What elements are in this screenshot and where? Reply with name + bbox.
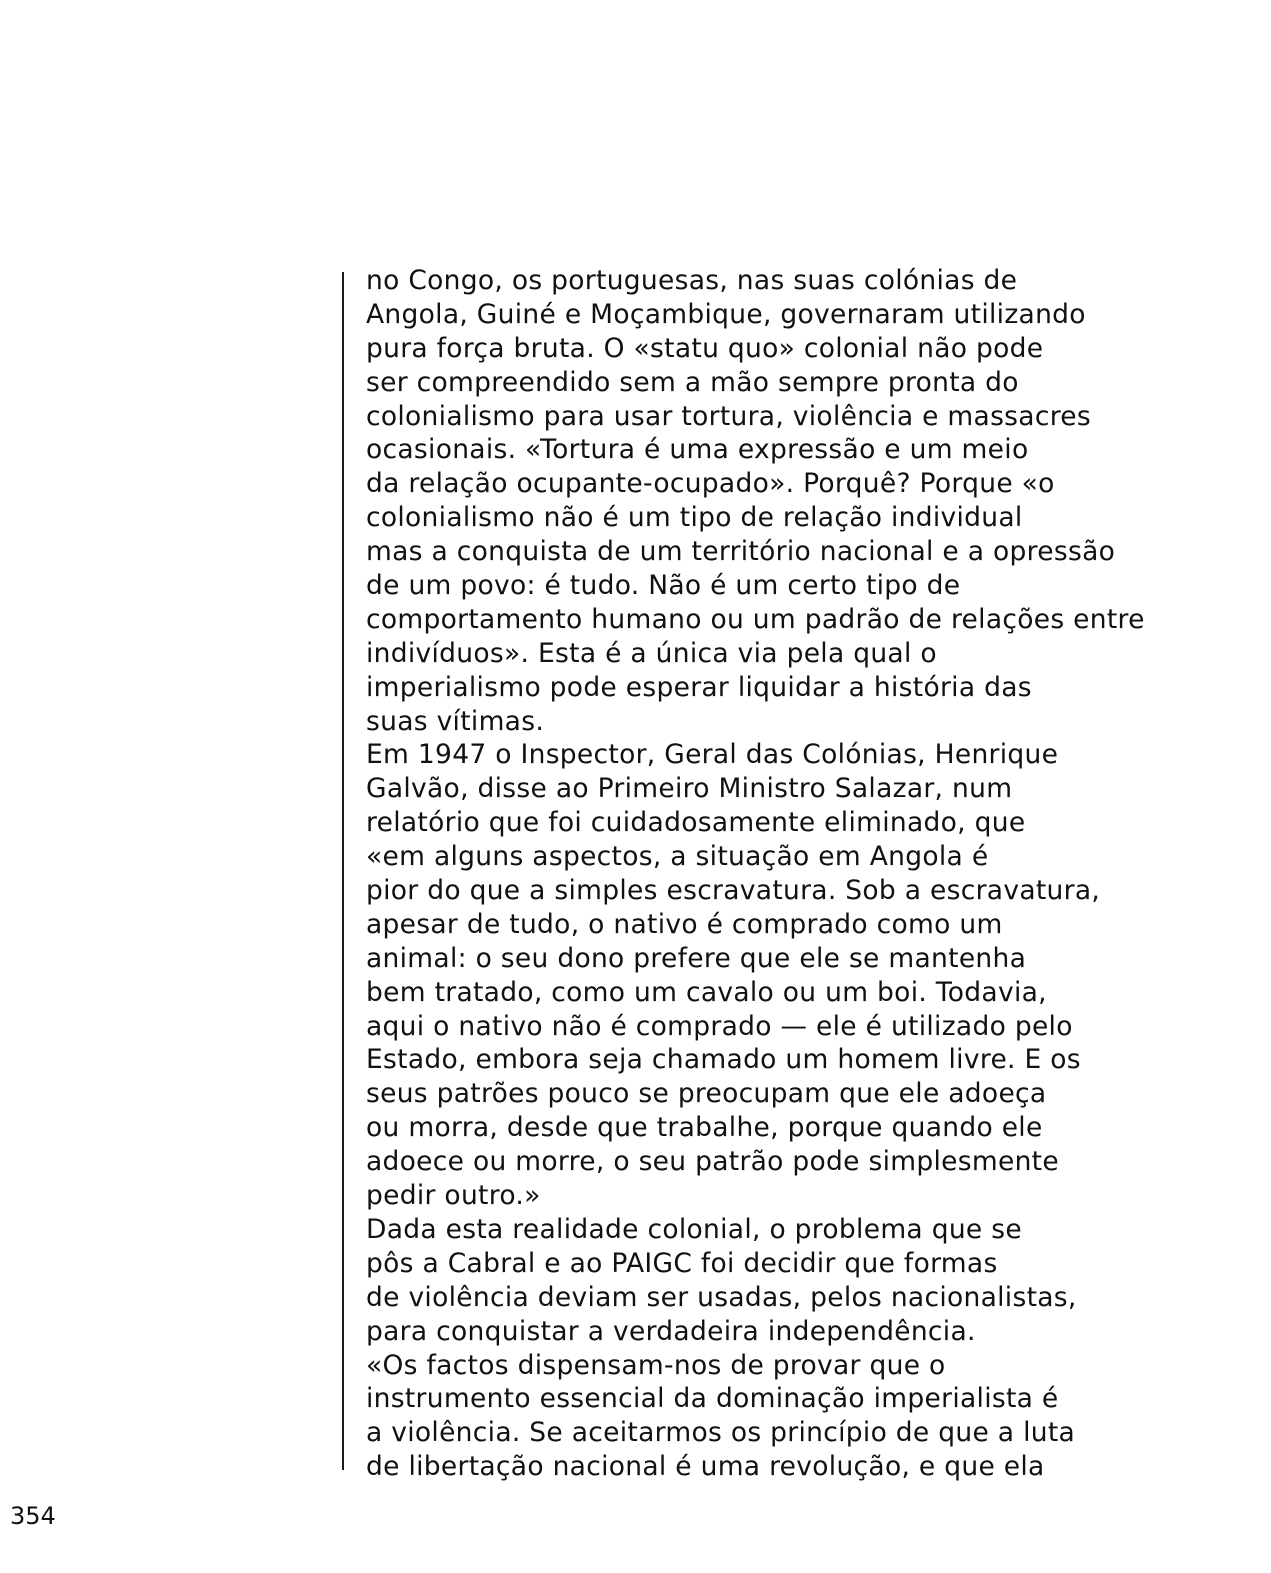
- text-line: a violência. Se aceitarmos os princípio de que a luta: [366, 1417, 1076, 1449]
- text-line: bem tratado, como um cavalo ou um boi. Todavia,: [366, 976, 1047, 1008]
- text-line: Galvão, disse ao Primeiro Ministro Salazar, num: [366, 773, 1013, 805]
- text-line: Estado, embora seja chamado um homem livre. E os: [366, 1044, 1081, 1076]
- text-line: ocasionais. «Tortura é uma expressão e um meio: [366, 434, 1029, 466]
- text-line: Angola, Guiné e Moçambique, governaram utilizando: [366, 298, 1086, 330]
- text-line: imperialismo pode esperar liquidar a história das: [366, 671, 1032, 703]
- text-line: instrumento essencial da dominação imperialista é: [366, 1383, 1059, 1415]
- text-line: pedir outro.»: [366, 1180, 541, 1212]
- text-line: ser compreendido sem a mão sempre pronta do: [366, 366, 1019, 398]
- text-line: de um povo: é tudo. Não é um certo tipo de: [366, 570, 961, 602]
- text-line: adoece ou morre, o seu patrão pode simplesmente: [366, 1146, 1059, 1178]
- text-line: de violência deviam ser usadas, pelos nacionalistas,: [366, 1281, 1077, 1313]
- body-text: [366, 264, 1266, 1484]
- text-line: pura força bruta. O «statu quo» colonial não pode: [366, 332, 1044, 364]
- text-line: indivíduos». Esta é a única via pela qual o: [366, 637, 937, 669]
- text-line: para conquistar a verdadeira independência.: [366, 1315, 976, 1347]
- text-line: pôs a Cabral e ao PAIGC foi decidir que formas: [366, 1247, 998, 1279]
- text-line: suas vítimas.: [366, 705, 545, 737]
- text-line: de libertação nacional é uma revolução, e que ela: [366, 1451, 1045, 1483]
- text-line: «em alguns aspectos, a situação em Angola é: [366, 841, 989, 873]
- text-line: mas a conquista de um território nacional e a opressão: [366, 536, 1116, 568]
- text-line: «Os factos dispensam-nos de provar que o: [366, 1349, 946, 1381]
- text-line: pior do que a simples escravatura. Sob a escravatura,: [366, 875, 1101, 907]
- text-line: colonialismo não é um tipo de relação individual: [366, 502, 1023, 534]
- margin-rule: [342, 272, 344, 1470]
- text-line: Dada esta realidade colonial, o problema que se: [366, 1213, 1022, 1245]
- text-line: animal: o seu dono prefere que ele se mantenha: [366, 942, 1027, 974]
- text-line: aqui o nativo não é comprado — ele é utilizado pelo: [366, 1010, 1073, 1042]
- text-line: comportamento humano ou um padrão de relações entre: [366, 603, 1145, 635]
- text-line: apesar de tudo, o nativo é comprado como um: [366, 908, 1003, 940]
- text-line: Em 1947 o Inspector, Geral das Colónias, Henrique: [366, 739, 1059, 771]
- text-line: seus patrões pouco se preocupam que ele adoeça: [366, 1078, 1047, 1110]
- text-line: ou morra, desde que trabalhe, porque quando ele: [366, 1112, 1043, 1144]
- text-line: da relação ocupante-ocupado». Porquê? Porque «o: [366, 468, 1055, 500]
- text-line: relatório que foi cuidadosamente eliminado, que: [366, 807, 1026, 839]
- page-number: 354: [10, 1502, 56, 1530]
- text-line: no Congo, os portuguesas, nas suas colónias de: [366, 265, 1018, 296]
- text-line: colonialismo para usar tortura, violência e massacres: [366, 400, 1092, 432]
